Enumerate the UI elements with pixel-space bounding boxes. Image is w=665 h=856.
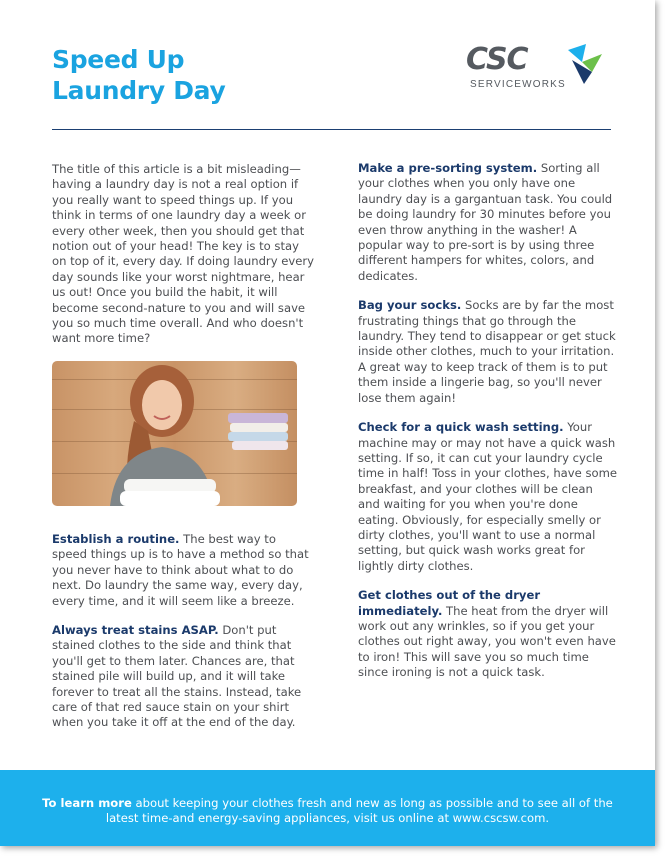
tip-pre-sorting — [358, 161, 618, 284]
woman-holding-towels-photo — [52, 361, 297, 506]
logo-wordmark: CSC — [466, 42, 528, 77]
tip-body: Don't put stained clothes to the side and think that you'll get to them later. Chances are, that stained pile will build up, and it will take forever to treat all the stains. Instead, take care of that red sauce stain on your shirt when you take it off at the end of the day. — [52, 622, 302, 730]
csc-logo — [466, 42, 606, 92]
tip-body: Your machine may or may not have a quick wash setting. If so, it can cut your laundry cycle time in half! Toss in your clothes, have some breakfast, and your clothes will be clean and waiting for you when you're done eating. Obviously, for especially smelly or dirty clothes, you'll want to use a normal setting, but quick wash works great for lightly dirty clothes. — [358, 420, 618, 573]
tip-heading: Establish a routine. — [52, 531, 180, 546]
tip-dryer — [358, 588, 618, 680]
tip-bag-socks — [358, 298, 618, 406]
tip-heading: Check for a quick wash setting. — [358, 420, 564, 435]
tip-heading: Get clothes out of the dryer immediately. — [358, 588, 541, 618]
csc-arrow-mark-icon — [564, 42, 604, 86]
tip-establish-routine — [52, 532, 314, 609]
footer-banner — [0, 770, 655, 846]
logo-subtitle: SERVICEWORKS — [470, 79, 566, 90]
right-column — [358, 161, 618, 681]
tip-body: The best way to speed things up is to have a method so that you never have to think about what to do next. Do laundry the same way, every day, every time, and it will seem like a breeze. — [52, 531, 309, 608]
page-title — [52, 44, 225, 106]
intro-paragraph: The title of this article is a bit misleading—having a laundry day is not a real option if you really want to speed things up. If you think in terms of one laundry day a week or every other week, then you should get that notion out of your head! The key is to stay on top of it, every day. If doing laundry every day sounds like your worst nightmare, hear us out! Once you build the habit, it will become second-nature to you and will save you so much time overall. And who doesn't want more time? — [52, 162, 314, 346]
footer-lead: To learn more — [42, 796, 132, 810]
footer-text — [40, 796, 615, 826]
tip-body: Sorting all your clothes when you only have one laundry day is a gargantuan task. You could be doing laundry for 30 minutes before you even throw anything in the washer! A popular way to pre-sort is by using three different hampers for whites, colors, and dedicates. — [358, 161, 613, 283]
tip-treat-stains — [52, 623, 314, 731]
footer-body: about keeping your clothes fresh and new as long as possible and to see all of the latest time-and energy-saving appliances, visit us online at www.cscsw.com. — [105, 796, 613, 825]
tip-heading: Make a pre-sorting system. — [358, 161, 538, 175]
tip-heading: Always treat stains ASAP. — [52, 622, 219, 637]
title-line-1: Speed Up — [52, 45, 185, 74]
tip-heading: Bag your socks. — [358, 298, 462, 313]
left-column — [52, 162, 314, 731]
tip-quick-wash — [358, 420, 618, 574]
title-line-2: Laundry Day — [52, 76, 226, 105]
tip-body: Socks are by far the most frustrating things that go through the laundry. They tend to disappear or get stuck inside other clothes, much to your irritation. A great way to keep track of them is to put them inside a lingerie bag, so you'll never lose them again! — [358, 298, 616, 405]
header-divider — [52, 129, 611, 130]
tip-body: The heat from the dryer will work out any wrinkles, so if you get your clothes out right away, you won't even have to iron! This will save you so much time since ironing is not a quick task. — [358, 603, 616, 680]
